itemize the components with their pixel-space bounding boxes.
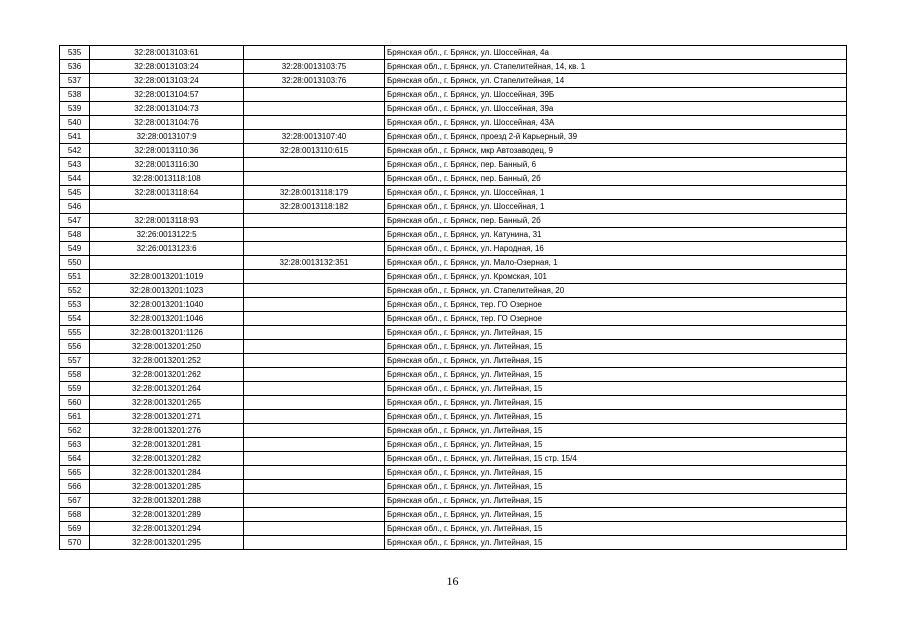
cadastral-number-cell: 32:28:0013201:1019 — [90, 270, 244, 284]
cadastral-number-secondary-cell — [244, 284, 385, 298]
row-number-cell: 546 — [60, 200, 90, 214]
row-number-cell: 565 — [60, 466, 90, 480]
cadastral-number-cell: 32:28:0013201:1023 — [90, 284, 244, 298]
table-row — [60, 508, 847, 522]
address-cell: Брянская обл., г. Брянск, ул. Литейная, 15 — [385, 410, 847, 424]
cadastral-number-secondary-cell: 32:28:0013118:179 — [244, 186, 385, 200]
cadastral-number-cell: 32:28:0013103:24 — [90, 74, 244, 88]
row-number-cell: 558 — [60, 368, 90, 382]
table-row — [60, 60, 847, 74]
cadastral-number-secondary-cell — [244, 452, 385, 466]
row-number-cell: 556 — [60, 340, 90, 354]
row-number-cell: 539 — [60, 102, 90, 116]
cadastral-number-cell: 32:28:0013107:9 — [90, 130, 244, 144]
table-row — [60, 256, 847, 270]
row-number-cell: 570 — [60, 536, 90, 550]
table-row — [60, 46, 847, 60]
table-row — [60, 200, 847, 214]
row-number-cell: 554 — [60, 312, 90, 326]
address-cell: Брянская обл., г. Брянск, ул. Стапелитейная, 20 — [385, 284, 847, 298]
row-number-cell: 536 — [60, 60, 90, 74]
table-row — [60, 382, 847, 396]
cadastral-number-cell: 32:28:0013201:264 — [90, 382, 244, 396]
address-cell: Брянская обл., г. Брянск, ул. Литейная, 15 — [385, 438, 847, 452]
table-row — [60, 228, 847, 242]
address-cell: Брянская обл., г. Брянск, ул. Литейная, 15 — [385, 368, 847, 382]
row-number-cell: 560 — [60, 396, 90, 410]
cadastral-number-secondary-cell — [244, 312, 385, 326]
address-cell: Брянская обл., г. Брянск, ул. Мало-Озерная, 1 — [385, 256, 847, 270]
table-row — [60, 270, 847, 284]
page-number: 16 — [446, 574, 459, 588]
table-row — [60, 368, 847, 382]
cadastral-number-cell: 32:28:0013104:73 — [90, 102, 244, 116]
row-number-cell: 569 — [60, 522, 90, 536]
row-number-cell: 563 — [60, 438, 90, 452]
row-number-cell: 550 — [60, 256, 90, 270]
table-row — [60, 410, 847, 424]
cadastral-number-secondary-cell: 32:28:0013107:40 — [244, 130, 385, 144]
cadastral-number-secondary-cell — [244, 466, 385, 480]
table-row — [60, 480, 847, 494]
row-number-cell: 562 — [60, 424, 90, 438]
cadastral-number-cell: 32:28:0013201:271 — [90, 410, 244, 424]
cadastral-number-secondary-cell — [244, 354, 385, 368]
cadastral-number-cell: 32:28:0013103:61 — [90, 46, 244, 60]
cadastral-number-cell: 32:28:0013201:276 — [90, 424, 244, 438]
address-cell: Брянская обл., г. Брянск, ул. Литейная, 15 — [385, 480, 847, 494]
address-cell: Брянская обл., г. Брянск, ул. Шоссейная, 1 — [385, 186, 847, 200]
cadastral-number-secondary-cell — [244, 438, 385, 452]
document-sheet — [59, 45, 847, 550]
address-cell: Брянская обл., г. Брянск, ул. Стапелитейная, 14, кв. 1 — [385, 60, 847, 74]
table-row — [60, 522, 847, 536]
row-number-cell: 559 — [60, 382, 90, 396]
row-number-cell: 566 — [60, 480, 90, 494]
table-row — [60, 326, 847, 340]
row-number-cell: 549 — [60, 242, 90, 256]
table-row — [60, 88, 847, 102]
row-number-cell: 561 — [60, 410, 90, 424]
address-cell: Брянская обл., г. Брянск, ул. Шоссейная, 39Б — [385, 88, 847, 102]
row-number-cell: 553 — [60, 298, 90, 312]
address-cell: Брянская обл., г. Брянск, ул. Шоссейная, 1 — [385, 200, 847, 214]
cadastral-number-secondary-cell — [244, 228, 385, 242]
table-row — [60, 494, 847, 508]
cadastral-number-secondary-cell — [244, 214, 385, 228]
cadastral-number-secondary-cell — [244, 340, 385, 354]
address-cell: Брянская обл., г. Брянск, ул. Народная, 16 — [385, 242, 847, 256]
table-row — [60, 242, 847, 256]
address-cell: Брянская обл., г. Брянск, тер. ГО Озерное — [385, 298, 847, 312]
cadastral-number-cell: 32:28:0013104:57 — [90, 88, 244, 102]
cadastral-number-secondary-cell — [244, 116, 385, 130]
cadastral-number-cell: 32:28:0013201:265 — [90, 396, 244, 410]
cadastral-number-secondary-cell — [244, 242, 385, 256]
address-cell: Брянская обл., г. Брянск, пер. Банный, 2б — [385, 214, 847, 228]
cadastral-number-secondary-cell — [244, 410, 385, 424]
row-number-cell: 564 — [60, 452, 90, 466]
row-number-cell: 537 — [60, 74, 90, 88]
cadastral-number-secondary-cell — [244, 494, 385, 508]
cadastral-number-cell: 32:28:0013201:282 — [90, 452, 244, 466]
address-cell: Брянская обл., г. Брянск, пер. Банный, 2б — [385, 172, 847, 186]
table-row — [60, 536, 847, 550]
table-row — [60, 102, 847, 116]
table-row — [60, 158, 847, 172]
row-number-cell: 552 — [60, 284, 90, 298]
table-row — [60, 186, 847, 200]
table-row — [60, 144, 847, 158]
cadastral-number-secondary-cell — [244, 522, 385, 536]
cadastral-number-cell: 32:26:0013123:6 — [90, 242, 244, 256]
cadastral-number-cell: 32:28:0013201:289 — [90, 508, 244, 522]
address-cell: Брянская обл., г. Брянск, проезд 2-й Карьерный, 39 — [385, 130, 847, 144]
row-number-cell: 541 — [60, 130, 90, 144]
cadastral-number-cell: 32:28:0013118:108 — [90, 172, 244, 186]
address-cell: Брянская обл., г. Брянск, ул. Кромская, 101 — [385, 270, 847, 284]
table-row — [60, 116, 847, 130]
cadastral-number-cell: 32:28:0013201:288 — [90, 494, 244, 508]
table-row — [60, 298, 847, 312]
row-number-cell: 535 — [60, 46, 90, 60]
address-cell: Брянская обл., г. Брянск, ул. Литейная, 15 — [385, 382, 847, 396]
cadastral-number-secondary-cell: 32:28:0013103:76 — [244, 74, 385, 88]
row-number-cell: 547 — [60, 214, 90, 228]
address-cell: Брянская обл., г. Брянск, ул. Шоссейная, 4а — [385, 46, 847, 60]
address-cell: Брянская обл., г. Брянск, ул. Литейная, 15 — [385, 396, 847, 410]
cadastral-number-secondary-cell — [244, 158, 385, 172]
row-number-cell: 545 — [60, 186, 90, 200]
address-cell: Брянская обл., г. Брянск, тер. ГО Озерное — [385, 312, 847, 326]
row-number-cell: 548 — [60, 228, 90, 242]
row-number-cell: 551 — [60, 270, 90, 284]
parcel-table — [59, 45, 847, 550]
row-number-cell: 544 — [60, 172, 90, 186]
table-row — [60, 340, 847, 354]
table-row — [60, 452, 847, 466]
cadastral-number-secondary-cell — [244, 536, 385, 550]
address-cell: Брянская обл., г. Брянск, ул. Литейная, 15 — [385, 354, 847, 368]
row-number-cell: 542 — [60, 144, 90, 158]
cadastral-number-secondary-cell — [244, 298, 385, 312]
table-row — [60, 284, 847, 298]
cadastral-number-cell — [90, 200, 244, 214]
table-row — [60, 312, 847, 326]
row-number-cell: 540 — [60, 116, 90, 130]
table-body — [60, 46, 847, 550]
row-number-cell: 538 — [60, 88, 90, 102]
table-row — [60, 396, 847, 410]
cadastral-number-secondary-cell — [244, 396, 385, 410]
cadastral-number-secondary-cell — [244, 382, 385, 396]
cadastral-number-cell: 32:28:0013104:76 — [90, 116, 244, 130]
cadastral-number-secondary-cell — [244, 368, 385, 382]
cadastral-number-cell: 32:28:0013103:24 — [90, 60, 244, 74]
cadastral-number-cell: 32:28:0013110:36 — [90, 144, 244, 158]
cadastral-number-secondary-cell: 32:28:0013118:182 — [244, 200, 385, 214]
cadastral-number-cell — [90, 256, 244, 270]
table-row — [60, 466, 847, 480]
cadastral-number-cell: 32:28:0013201:281 — [90, 438, 244, 452]
cadastral-number-cell: 32:28:0013201:262 — [90, 368, 244, 382]
cadastral-number-cell: 32:28:0013201:1046 — [90, 312, 244, 326]
table-row — [60, 424, 847, 438]
cadastral-number-cell: 32:28:0013201:284 — [90, 466, 244, 480]
address-cell: Брянская обл., г. Брянск, ул. Литейная, 15 — [385, 424, 847, 438]
address-cell: Брянская обл., г. Брянск, ул. Литейная, 15 стр. 15/4 — [385, 452, 847, 466]
address-cell: Брянская обл., г. Брянск, ул. Шоссейная, 39а — [385, 102, 847, 116]
cadastral-number-secondary-cell — [244, 508, 385, 522]
cadastral-number-cell: 32:28:0013118:64 — [90, 186, 244, 200]
cadastral-number-cell: 32:28:0013201:250 — [90, 340, 244, 354]
cadastral-number-cell: 32:28:0013201:1040 — [90, 298, 244, 312]
cadastral-number-secondary-cell — [244, 270, 385, 284]
cadastral-number-secondary-cell — [244, 46, 385, 60]
address-cell: Брянская обл., г. Брянск, ул. Литейная, 15 — [385, 466, 847, 480]
cadastral-number-cell: 32:28:0013201:1126 — [90, 326, 244, 340]
table-row — [60, 130, 847, 144]
row-number-cell: 543 — [60, 158, 90, 172]
cadastral-number-cell: 32:28:0013116:30 — [90, 158, 244, 172]
cadastral-number-secondary-cell: 32:28:0013132:351 — [244, 256, 385, 270]
address-cell: Брянская обл., г. Брянск, ул. Литейная, 15 — [385, 536, 847, 550]
address-cell: Брянская обл., г. Брянск, мкр Автозаводец, 9 — [385, 144, 847, 158]
cadastral-number-secondary-cell — [244, 424, 385, 438]
table-row — [60, 172, 847, 186]
table-row — [60, 214, 847, 228]
cadastral-number-secondary-cell — [244, 88, 385, 102]
address-cell: Брянская обл., г. Брянск, ул. Литейная, 15 — [385, 326, 847, 340]
cadastral-number-secondary-cell — [244, 480, 385, 494]
address-cell: Брянская обл., г. Брянск, пер. Банный, 6 — [385, 158, 847, 172]
address-cell: Брянская обл., г. Брянск, ул. Литейная, 15 — [385, 522, 847, 536]
cadastral-number-secondary-cell: 32:28:0013110:615 — [244, 144, 385, 158]
address-cell: Брянская обл., г. Брянск, ул. Литейная, 15 — [385, 508, 847, 522]
row-number-cell: 555 — [60, 326, 90, 340]
cadastral-number-secondary-cell — [244, 326, 385, 340]
row-number-cell: 557 — [60, 354, 90, 368]
address-cell: Брянская обл., г. Брянск, ул. Стапелитейная, 14 — [385, 74, 847, 88]
row-number-cell: 568 — [60, 508, 90, 522]
table-row — [60, 438, 847, 452]
cadastral-number-cell: 32:28:0013118:93 — [90, 214, 244, 228]
table-row — [60, 74, 847, 88]
address-cell: Брянская обл., г. Брянск, ул. Катунина, 31 — [385, 228, 847, 242]
cadastral-number-cell: 32:28:0013201:285 — [90, 480, 244, 494]
cadastral-number-cell: 32:28:0013201:295 — [90, 536, 244, 550]
cadastral-number-cell: 32:26:0013122:5 — [90, 228, 244, 242]
row-number-cell: 567 — [60, 494, 90, 508]
cadastral-number-secondary-cell — [244, 102, 385, 116]
cadastral-number-secondary-cell — [244, 172, 385, 186]
cadastral-number-cell: 32:28:0013201:294 — [90, 522, 244, 536]
table-row — [60, 354, 847, 368]
cadastral-number-cell: 32:28:0013201:252 — [90, 354, 244, 368]
address-cell: Брянская обл., г. Брянск, ул. Шоссейная, 43А — [385, 116, 847, 130]
cadastral-number-secondary-cell: 32:28:0013103:75 — [244, 60, 385, 74]
address-cell: Брянская обл., г. Брянск, ул. Литейная, 15 — [385, 494, 847, 508]
address-cell: Брянская обл., г. Брянск, ул. Литейная, 15 — [385, 340, 847, 354]
